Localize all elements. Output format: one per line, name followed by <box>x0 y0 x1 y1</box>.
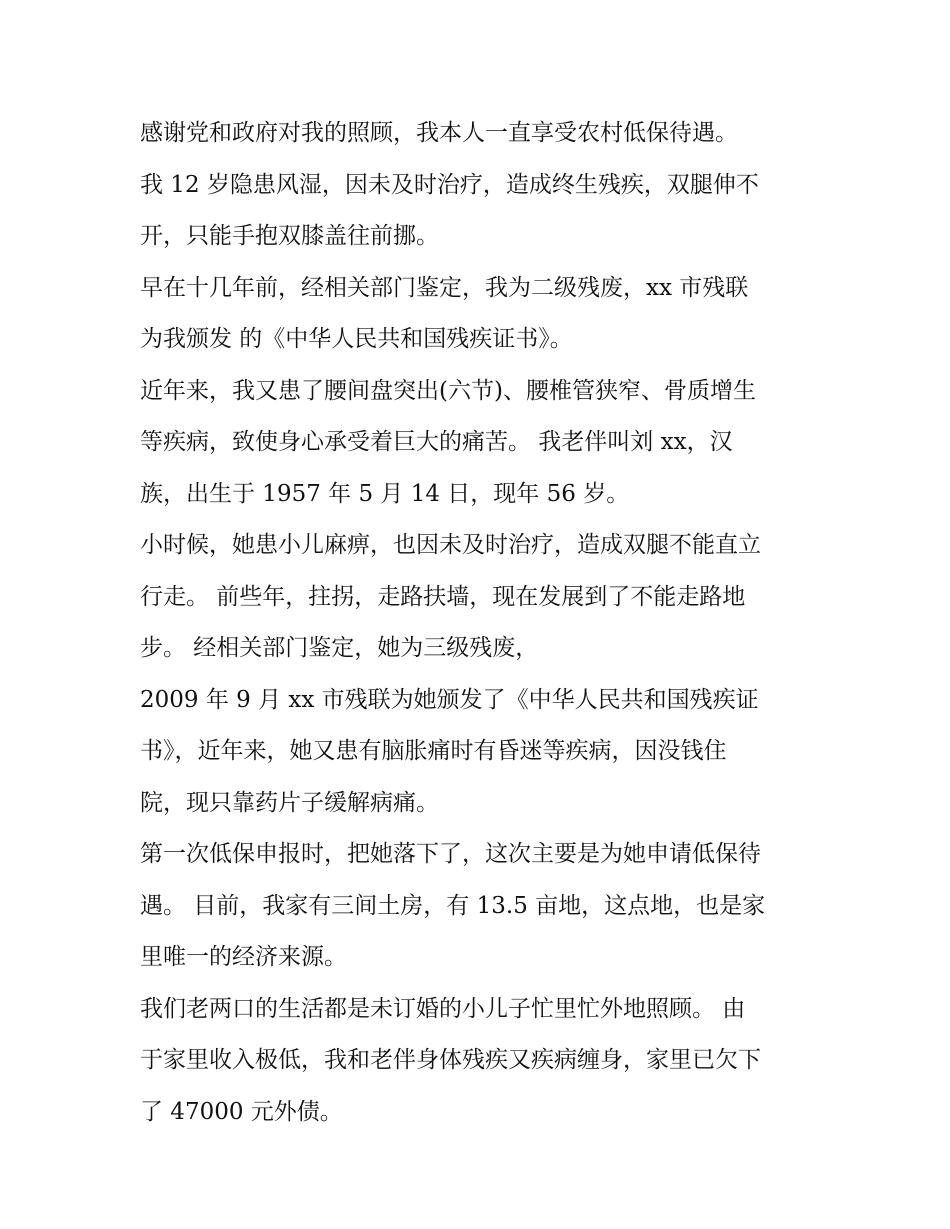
text-line: 近年来，我又患了腰间盘突出(六节)、腰椎管狭窄、骨质增生 <box>140 377 756 404</box>
text-line: 第一次低保申报时，把她落下了，这次主要是为她申请低保待 <box>140 841 761 867</box>
text-line: 开，只能手抱双膝盖往前挪。 <box>140 223 439 249</box>
text-line: 遇。 目前，我家有三间土房，有 13.5 亩地，这点地，也是家 <box>140 892 766 919</box>
text-line: 书》，近年来，她又患有脑胀痛时有昏迷等疾病，因没钱住 <box>140 738 727 764</box>
text-line: 我 12 岁隐患风湿，因未及时治疗，造成终生残疾，双腿伸不 <box>140 171 759 198</box>
document-body <box>140 108 820 1138</box>
text-line: 了 47000 元外债。 <box>140 1098 343 1125</box>
text-line: 早在十几年前，经相关部门鉴定，我为二级残废，xx 市残联 <box>140 274 749 301</box>
text-line: 感谢党和政府对我的照顾，我本人一直享受农村低保待遇。 <box>140 120 738 146</box>
text-line: 步。 经相关部门鉴定，她为三级残废， <box>140 635 539 661</box>
text-line: 等疾病，致使身心承受着巨大的痛苦。 我老伴叫刘 xx，汉 <box>140 429 733 455</box>
text-line: 于家里收入极低，我和老伴身体残疾又疾病缠身，家里已欠下 <box>140 1047 761 1073</box>
text-line: 为我颁发 的《中华人民共和国残疾证书》。 <box>140 326 573 352</box>
text-line: 小时候，她患小儿麻痹，也因未及时治疗，造成双腿不能直立 <box>140 532 761 558</box>
text-line: 我们老两口的生活都是未订婚的小儿子忙里忙外地照顾。 由 <box>140 995 746 1022</box>
text-line: 里唯一的经济来源。 <box>140 944 347 970</box>
text-line: 族，出生于 1957 年 5 月 14 日，现年 56 岁。 <box>140 480 630 507</box>
text-line: 行走。 前些年，拄拐，走路扶墙，现在发展到了不能走路地 <box>140 583 746 610</box>
text-line: 2009 年 9 月 xx 市残联为她颁发了《中华人民共和国残疾证 <box>140 686 759 713</box>
text-line: 院，现只靠药片子缓解病痛。 <box>140 789 439 816</box>
